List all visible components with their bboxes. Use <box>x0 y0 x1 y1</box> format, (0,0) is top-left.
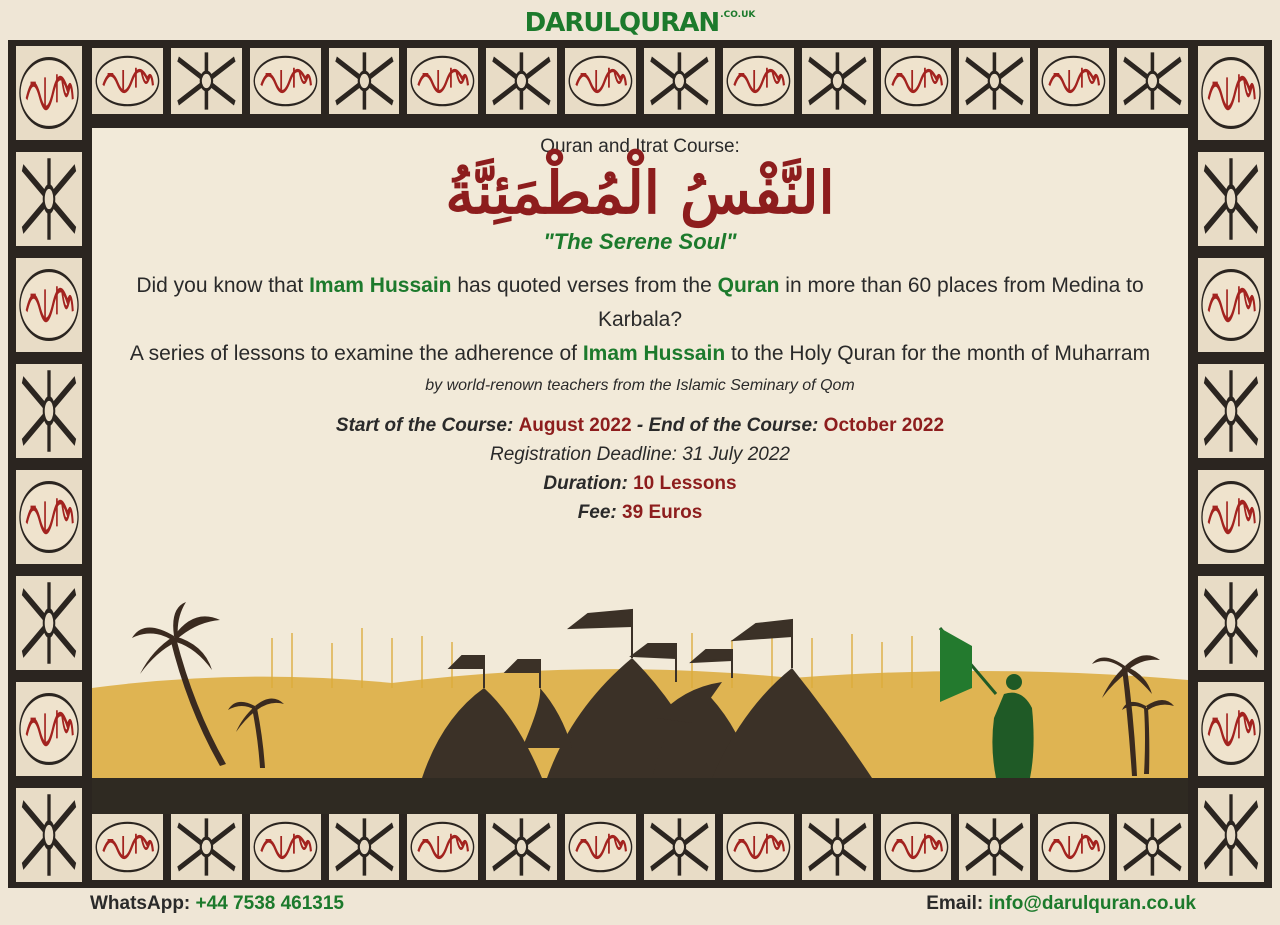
logo-tld: .CO.UK <box>720 10 756 20</box>
calligraphy-tile <box>563 812 638 882</box>
date-separator: - <box>636 414 644 436</box>
ground <box>92 778 1188 814</box>
desc-text: in more than 60 places from Medina to Karbala? <box>597 273 1144 331</box>
email-contact <box>926 893 1196 915</box>
knot-ornament-tile <box>14 362 84 460</box>
knot-ornament-tile <box>169 46 244 116</box>
course-subtitle: Quran and Itrat Course: <box>540 136 740 157</box>
course-info <box>92 128 1188 527</box>
knot-ornament-tile <box>484 812 559 882</box>
calligraphy-tile <box>14 256 84 354</box>
calligraphy-tile <box>563 46 638 116</box>
fee-value: 39 Euros <box>622 501 703 523</box>
desc-highlight: Imam Hussain <box>309 273 452 297</box>
calligraphy-tile <box>1036 812 1111 882</box>
fee-label: Fee: <box>577 501 617 523</box>
knot-ornament-tile <box>327 46 402 116</box>
whatsapp-label: WhatsApp: <box>90 893 191 914</box>
desc-highlight: Quran <box>717 273 780 297</box>
calligraphy-tile <box>90 46 165 116</box>
calligraphy-tile <box>248 812 323 882</box>
calligraphy-tile <box>14 44 84 142</box>
duration <box>92 469 1188 498</box>
knot-ornament-tile <box>1196 362 1266 460</box>
calligraphy-tile <box>721 46 796 116</box>
poster-panel <box>92 128 1188 814</box>
calligraphy-tile <box>405 812 480 882</box>
calligraphy-tile <box>1196 468 1266 566</box>
desc-text: to the Holy Quran for the month of Muharram <box>725 341 1151 365</box>
whatsapp-contact <box>90 893 344 915</box>
desc-text: A series of lessons to examine the adherence of <box>129 341 583 365</box>
arabic-title: النَّفْسُ الْمُطْمَئِنَّةُ <box>445 159 835 227</box>
course-dates <box>92 411 1188 440</box>
calligraphy-tile <box>1036 46 1111 116</box>
knot-ornament-tile <box>800 46 875 116</box>
calligraphy-tile <box>721 812 796 882</box>
knot-ornament-tile <box>800 812 875 882</box>
desc-text: has quoted verses from the <box>451 273 718 297</box>
start-label: Start of the Course: <box>335 414 514 436</box>
calligraphy-tile <box>879 812 954 882</box>
title-translation: "The Serene Soul" <box>543 228 737 254</box>
course-description <box>92 269 1188 371</box>
calligraphy-tile <box>90 812 165 882</box>
email-label: Email: <box>926 893 984 914</box>
teachers-byline: by world-renown teachers from the Islamic Seminary of Qom <box>425 376 855 394</box>
knot-ornament-tile <box>14 574 84 672</box>
knot-ornament-tile <box>1196 150 1266 248</box>
knot-ornament-tile <box>14 150 84 248</box>
duration-label: Duration: <box>543 472 628 494</box>
registration-deadline: Registration Deadline: 31 July 2022 <box>490 443 790 465</box>
knot-ornament-tile <box>1115 46 1190 116</box>
email-address[interactable]: info@darulquran.co.uk <box>988 893 1196 914</box>
knot-ornament-tile <box>957 46 1032 116</box>
fee <box>92 498 1188 527</box>
course-details <box>92 411 1188 527</box>
knot-ornament-tile <box>14 786 84 884</box>
knot-ornament-tile <box>1115 812 1190 882</box>
calligraphy-tile <box>1196 680 1266 778</box>
knot-ornament-tile <box>1196 574 1266 672</box>
knot-ornament-tile <box>642 46 717 116</box>
darulquran-logo <box>0 8 1280 38</box>
knot-ornament-tile <box>169 812 244 882</box>
calligraphy-tile <box>1196 256 1266 354</box>
calligraphy-tile <box>14 680 84 778</box>
knot-ornament-tile <box>957 812 1032 882</box>
desc-highlight: Imam Hussain <box>582 341 726 365</box>
duration-value: 10 Lessons <box>633 472 737 494</box>
karbala-scene-illustration <box>92 598 1188 814</box>
whatsapp-number[interactable]: +44 7538 461315 <box>195 893 345 914</box>
knot-ornament-tile <box>642 812 717 882</box>
end-value: October 2022 <box>823 414 945 436</box>
end-label: End of the Course: <box>648 414 819 436</box>
calligraphy-tile <box>248 46 323 116</box>
knot-ornament-tile <box>484 46 559 116</box>
logo-name: DARULQURAN <box>524 8 720 38</box>
calligraphy-tile <box>405 46 480 116</box>
calligraphy-tile <box>879 46 954 116</box>
knot-ornament-tile <box>1196 786 1266 884</box>
calligraphy-tile <box>14 468 84 566</box>
desc-text: Did you know that <box>136 273 310 297</box>
calligraphy-tile <box>1196 44 1266 142</box>
knot-ornament-tile <box>327 812 402 882</box>
start-value: August 2022 <box>518 414 632 436</box>
